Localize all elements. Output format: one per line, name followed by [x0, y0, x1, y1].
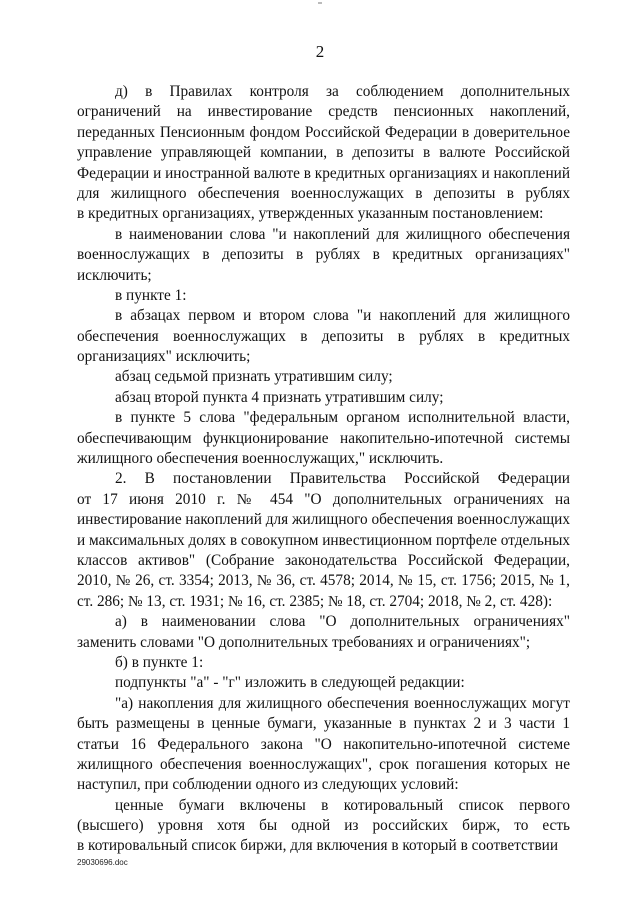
text-line: б) в пункте 1: [115, 653, 204, 671]
page-number: 2 [315, 42, 325, 61]
text-line: в пункте 5 слова "федеральным органом исполнительной власти, [115, 409, 570, 427]
text-line: жилищного обеспечения военнослужащих", срок погашения которых не [77, 755, 570, 773]
text-line: заменить словами "О дополнительных требованиях и ограничениях"; [77, 633, 531, 651]
page-top-mark [318, 2, 322, 4]
text-line: а) в наименовании слова "О дополнительных ограничениях" [115, 613, 570, 631]
text-line: в пункте 1: [115, 286, 187, 304]
text-line: в кредитных организациях, утвержденных указанным постановлением: [77, 205, 544, 223]
text-line: управление управляющей компании, в депозиты в валюте Российской [77, 144, 570, 162]
text-line: организациях" исключить; [77, 348, 251, 366]
text-line: переданных Пенсионным фондом Российской Федерации в доверительное [77, 123, 570, 141]
text-line: в наименовании слова "и накоплений для жилищного обеспечения [115, 225, 570, 243]
text-line: "а) накопления для жилищного обеспечения военнослужащих могут [115, 694, 570, 712]
text-line: обеспечивающим функционирование накопительно-ипотечной системы [77, 429, 570, 447]
text-line: в абзацах первом и втором слова "и накоплений для жилищного [115, 307, 570, 325]
text-line: обеспечения военнослужащих в депозиты в рублях в кредитных [77, 327, 570, 345]
text-line: ст. 286; № 13, ст. 1931; № 16, ст. 2385; № 18, ст. 2704; 2018, № 2, ст. 428): [77, 592, 553, 610]
text-line: Федерации и иностранной валюте в кредитных организациях и накоплений [77, 164, 570, 182]
text-line: абзац второй пункта 4 признать утратившим силу; [115, 388, 444, 406]
paragraph-name [77, 225, 570, 286]
text-line: в котировальный список биржи, для включения в который в соответствии [77, 837, 559, 855]
paragraph-abz [77, 306, 570, 367]
text-line: от 17 июня 2010 г. № 454 "О дополнительных ограничениях на [77, 490, 570, 508]
paragraph-sub [77, 673, 570, 693]
text-line: ценные бумаги включены в котировальный список первого [115, 796, 570, 814]
text-line: 2010, № 26, ст. 3354; 2013, № 36, ст. 4578; 2014, № 15, ст. 1756; 2015, № 1, [77, 572, 570, 590]
text-line: статьи 16 Федерального закона "О накопительно-ипотечной системе [77, 735, 570, 753]
text-line: абзац седьмой признать утратившим силу; [115, 368, 393, 386]
text-line: военнослужащих в депозиты в рублях в кредитных организациях" [77, 246, 570, 264]
paragraph-b [77, 653, 570, 673]
text-line: классов активов" (Собрание законодательства Российской Федерации, [77, 551, 570, 569]
text-line: (высшего) уровня хотя бы одной из российских бирж, то есть [77, 817, 570, 835]
paragraph-point1 [77, 286, 570, 306]
document-body [77, 82, 570, 857]
text-line: для жилищного обеспечения военнослужащих в депозиты в рублях [77, 184, 570, 202]
paragraph-qa [77, 694, 570, 796]
footer-doc-name: 29030696.doc [77, 858, 128, 867]
text-line: исключить; [77, 266, 152, 284]
text-line: быть размещены в ценные бумаги, указанные в пунктах 2 и 3 части 1 [77, 715, 570, 733]
paragraph-point5 [77, 408, 570, 469]
paragraph-abz2 [77, 388, 570, 408]
text-line: ограничений на инвестирование средств пенсионных накоплений, [77, 103, 570, 121]
paragraph-2 [77, 469, 570, 612]
text-line: инвестирование накоплений для жилищного обеспечения военнослужащих [77, 511, 571, 529]
text-line: наступил, при соблюдении одного из следующих условий: [77, 776, 459, 794]
text-line: 2. В постановлении Правительства Российской Федерации [115, 470, 570, 488]
text-line: жилищного обеспечения военнослужащих," исключить. [77, 450, 444, 468]
text-line: подпункты "а" - "г" изложить в следующей редакции: [115, 674, 465, 692]
paragraph-cb [77, 796, 570, 857]
text-line: и максимальных долях в совокупном инвестиционном портфеле отдельных [77, 531, 570, 549]
paragraph-d-rules [77, 82, 570, 225]
text-line: д) в Правилах контроля за соблюдением дополнительных [115, 83, 570, 100]
paragraph-a [77, 612, 570, 653]
paragraph-abz7 [77, 367, 570, 387]
